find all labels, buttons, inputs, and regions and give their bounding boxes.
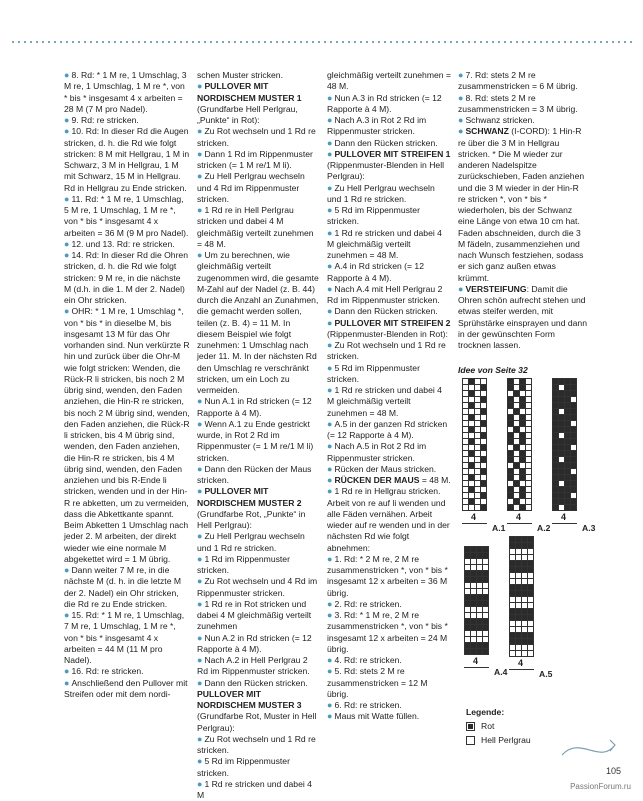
col3-paragraph: ● 1 Rd re stricken und dabei 4 M gleichmäßig verteilt zunehmen = 48 M. [327, 227, 442, 260]
col3-paragraph: ● 1 Rd re stricken und dabei 4 M gleichmäßig verteilt zunehmen = 48 M. [327, 385, 442, 418]
col3-paragraph: gleichmäßig verteilt zunehmen = 48 M. [327, 70, 451, 92]
bullet-icon: ● [64, 677, 70, 688]
bullet-icon: ● [327, 306, 333, 317]
bullet-icon: ● [327, 598, 333, 609]
col4-paragraph: ● Schwanz stricken. [458, 115, 535, 125]
col2-paragraph: PULLOVER MIT NORDISCHEM MUSTER 3 (Grundfarbe Rot, Muster in Hell Perlgrau): [197, 688, 317, 733]
chart-grid-A.4 [464, 546, 489, 655]
col2-paragraph: ● 5 Rd im Rippenmuster stricken. [197, 756, 290, 778]
bullet-icon: ● [197, 171, 203, 182]
legend [466, 705, 531, 747]
col2-paragraph: ● Nach A.2 in Hell Perlgrau 2 Rd im Rippenmuster stricken. [197, 655, 310, 677]
chart-width-arrow [552, 523, 577, 524]
bullet-icon: ● [327, 666, 333, 677]
col3-paragraph: ● Nach A.5 in Rot 2 Rd im Rippenmuster stricken. [327, 441, 427, 463]
bullet-icon: ● [327, 137, 333, 148]
bullet-icon: ● [197, 677, 203, 688]
bullet-icon: ● [64, 666, 70, 677]
col3-paragraph: ● 5 Rd im Rippenmuster stricken. [327, 205, 420, 227]
bullet-icon: ● [327, 205, 333, 215]
bullet-icon: ● [327, 283, 333, 294]
bullet-icon: ● [327, 362, 333, 373]
bullet-icon: ● [197, 126, 203, 137]
chart-grid-A.2 [507, 378, 532, 511]
text-column-3 [327, 70, 451, 723]
bullet-icon: ● [64, 306, 70, 317]
chart-label: A.1 [492, 523, 506, 533]
col1-paragraph: ● Anschließend den Pullover mit Streifen oder mit dem nordi- [64, 677, 188, 699]
col2-paragraph: ● Zu Rot wechseln und 1 Rd re stricken. [197, 733, 316, 755]
col1-paragraph: ● 11. Rd: * 1 M re, 1 Umschlag, 5 M re, 1 Umschlag, 1 M re *, von * bis * insgesamt 4 x arbeiten = 36 M (9 M pro Nadel). [64, 193, 189, 238]
col3-paragraph: ● Maus mit Watte füllen. [327, 711, 420, 722]
bullet-icon: ● [197, 531, 203, 542]
col2-paragraph: ● Wenn A.1 zu Ende gestrickt wurde, in Rot 2 Rd im Rippenmuster (= 1 M re/1 M li) stricken. [197, 418, 314, 463]
col3-paragraph: ● 3. Rd: * 1 M re, 2 M re zusammenstricken *, von * bis * insgesamt 12 x arbeiten = 24 M übrig. [327, 610, 448, 654]
bullet-icon: ● [327, 227, 333, 238]
bullet-icon: ● [197, 486, 203, 497]
col3-paragraph: ● RÜCKEN DER MAUS = 48 M. [327, 475, 451, 485]
bullet-icon: ● [327, 441, 333, 452]
col2-paragraph: ● Zu Rot wechseln und 4 Rd im Rippenmuster stricken. [197, 576, 318, 598]
col3-paragraph: ● A.5 in der ganzen Rd stricken (= 12 Rapporte à 4 M). [327, 418, 448, 440]
col4-paragraph: ● VERSTEIFUNG: Damit die Ohren schön aufrecht stehen und etwas steifer werden, mit Sprühstärke einsprayen und dann in der gewünschten Form trocknen lassen. [458, 283, 587, 350]
col3-paragraph: ● Nun A.3 in Rd stricken (= 12 Rapporte à 4 M). [327, 92, 442, 114]
col3-paragraph: ● 4. Rd: re stricken. [327, 655, 402, 665]
text-column-2 [197, 70, 319, 801]
red-swatch-icon [466, 722, 475, 731]
watermark: PassionForum.ru [570, 782, 631, 791]
col3-paragraph: ● 5 Rd im Rippenmuster stricken. [327, 362, 420, 384]
chart-label: A.2 [537, 523, 551, 533]
chart-width-label: 4 [473, 656, 479, 666]
bullet-icon: ● [64, 610, 70, 620]
chart-width-label: 4 [561, 512, 567, 522]
col2-paragraph: ● 1 Rd re in Rot stricken und dabei 4 M gleichmäßig verteilt zunehmen [197, 598, 312, 632]
col3-paragraph: ● Nach A.3 in Rot 2 Rd im Rippenmuster stricken. [327, 115, 427, 137]
bullet-icon: ● [64, 238, 70, 249]
bullet-icon: ● [64, 565, 70, 575]
chart-grid-A.1 [462, 378, 487, 511]
bullet-icon: ● [197, 598, 203, 609]
col2-paragraph: ● Dann den Rücken stricken. [197, 677, 308, 688]
bullet-icon: ● [64, 126, 70, 137]
dotted-header-rule [10, 40, 633, 44]
col1-paragraph: ● OHR: * 1 M re, 1 Umschlag *, von * bis * in dieselbe M, bis insgesamt 13 M für das Ohr vorhanden sind. Nun verkürzte R hin und zurück über die Ohr-M wie folgt stricken: Wenden, die Rück-R li stricken, bis noch 2 M übrig sind, wenden, den Faden anziehen, die Hin-R re stricken, bis noch 2 M übrig sind, wenden, den Faden anziehen, die Rück-R li stricken, bis 4 M übrig sind, wenden, den Faden anziehen, die Hin-R re stricken, bis 4 M übrig sind, wenden, den Faden anziehen und bis R-Ende li stricken, wenden und in der Hin-R re abketten, um zu vermeiden, dass die Abkettkante spannt. Beim Abketten 1 Umschlag nach jeder 2. M arbeiten, der direkt wieder wie eine normale M abgekettet wird = 1 M übrig. [64, 306, 190, 564]
chart-label: A.3 [582, 523, 596, 533]
chart-grid-A.5 [509, 536, 534, 657]
col3-paragraph: ● 1. Rd: * 2 M re, 2 M re zusammenstricken *, von * bis * insgesamt 12 x arbeiten = 36 M übrig. [327, 553, 448, 598]
bullet-icon: ● [197, 148, 203, 159]
col2-paragraph: ● 1 Rd re in Hell Perlgrau stricken und dabei 4 M gleichmäßig verteilt zunehmen = 48 M. [197, 205, 314, 249]
col1-paragraph: ● 9. Rd: re stricken. [64, 115, 139, 125]
bullet-icon: ● [327, 463, 333, 474]
bullet-icon: ● [458, 70, 464, 80]
col3-paragraph: ● 1 Rd re in Hellgrau stricken. Arbeit von re auf li wenden und alle Fäden vernähen. Arbeit wieder auf re wenden und in der nächsten Rd wie folgt abnehmen: [327, 486, 450, 553]
bullet-icon: ● [197, 81, 203, 92]
col2-paragraph: ● 1 Rd re stricken und dabei 4 M [197, 778, 312, 800]
chart-width-arrow [507, 523, 532, 524]
col1-paragraph: ● 15. Rd: * 1 M re, 1 Umschlag, 7 M re, 1 Umschlag, 1 M re *, von * bis * insgesamt 4 x arbeiten = 44 M (11 M pro Nadel). [64, 610, 185, 665]
bullet-icon: ● [327, 610, 333, 620]
chart-width-label: 4 [471, 512, 477, 522]
bullet-icon: ● [197, 576, 203, 587]
col2-paragraph: ● Nun A.1 in Rd stricken (= 12 Rapporte à 4 M). [197, 396, 312, 418]
bullet-icon: ● [327, 655, 333, 665]
col2-paragraph: ● Zu Rot wechseln und 1 Rd re stricken. [197, 126, 316, 148]
col2-paragraph: ● Zu Hell Perlgrau wechseln und 1 Rd re stricken. [197, 531, 305, 553]
bullet-icon: ● [327, 711, 333, 722]
knitting-charts [462, 378, 596, 708]
bullet-icon: ● [64, 250, 70, 260]
bullet-icon: ● [64, 70, 70, 80]
col2-paragraph: ● Dann 1 Rd im Rippenmuster stricken (= 1 M re/1 M li). [197, 148, 313, 170]
col3-paragraph: ● 6. Rd: re stricken. [327, 700, 402, 710]
bullet-icon: ● [458, 115, 464, 125]
bullet-icon: ● [197, 553, 203, 564]
legend-item-rot: Rot [466, 719, 531, 733]
col2-paragraph: ● Zu Hell Perlgrau wechseln und 4 Rd im Rippenmuster stricken. [197, 171, 305, 204]
chart-width-arrow [462, 523, 487, 524]
bullet-icon: ● [197, 632, 203, 643]
bullet-icon: ● [458, 92, 464, 103]
bullet-icon: ● [327, 385, 333, 395]
bullet-icon: ● [327, 115, 333, 125]
bullet-icon: ● [327, 182, 333, 193]
chart-width-label: 4 [516, 512, 522, 522]
col1-paragraph: ● 10. Rd: In dieser Rd die Augen stricken, d. h. die Rd wie folgt stricken: 8 M mit Hellgrau, 1 M in Schwarz, 3 M in Hellgrau, 1 M mit Schwarz, 15 M in Hellgrau. Rd in Hellgrau zu Ende stricken. [64, 126, 190, 193]
bullet-icon: ● [197, 463, 203, 474]
chart-label: A.5 [539, 669, 553, 679]
col3-paragraph: ● Zu Hell Perlgrau wechseln und 1 Rd re stricken. [327, 182, 435, 204]
col3-paragraph: ● 2. Rd: re stricken. [327, 598, 402, 609]
bullet-icon: ● [458, 283, 464, 294]
bullet-icon: ● [197, 250, 203, 260]
bullet-icon: ● [327, 317, 333, 328]
bullet-icon: ● [197, 756, 203, 767]
col1-paragraph: ● 8. Rd: * 1 M re, 1 Umschlag, 3 M re, 1 Umschlag, 1 M re *, von * bis * insgesamt 4 x arbeiten = 28 M (7 M pro Nadel). [64, 70, 187, 114]
col3-paragraph: ● 5. Rd: stets 2 M re zusammenstricken = 12 M übrig. [327, 666, 428, 699]
col3-paragraph: ● Dann den Rücken stricken. [327, 306, 438, 317]
bullet-icon: ● [327, 475, 333, 485]
bullet-icon: ● [327, 700, 333, 710]
col2-paragraph: ● 1 Rd im Rippenmuster stricken. [197, 553, 290, 575]
bullet-icon: ● [197, 396, 203, 407]
bullet-icon: ● [327, 92, 333, 103]
idea-reference-heading: Idee von Seite 32 [458, 365, 528, 375]
col1-paragraph: ● 16. Rd: re stricken. [64, 666, 144, 677]
bullet-icon: ● [327, 148, 333, 159]
chart-label: A.4 [494, 667, 508, 677]
col3-paragraph: ● PULLOVER MIT STREIFEN 1 (Rippenmuster-Blenden in Hell Perlgrau): [327, 148, 451, 182]
legend-item-hellperlgrau: Hell Perlgrau [466, 733, 531, 747]
chart-grid-A.3 [552, 378, 577, 511]
bullet-icon: ● [327, 553, 333, 564]
bullet-icon: ● [327, 340, 333, 350]
bullet-icon: ● [327, 261, 333, 272]
col2-paragraph: schen Muster stricken. [197, 70, 283, 80]
decorative-swirl-icon [560, 715, 626, 765]
chart-width-label: 4 [518, 658, 524, 668]
bullet-icon: ● [327, 418, 333, 429]
col4-paragraph: ● SCHWANZ (I-CORD): 1 Hin-R re über die 3 M in Hellgrau stricken. * Die M wieder zur anderen Nadelspitze zurückschieben, Faden anziehen und die 3 M wieder in der Hin-R re stricken *, von * bis * wiederholen, bis der Schwanz eine Länge von etwa 10 cm hat. Faden abschneiden, durch die 3 M fädeln, zusammenziehen und nach Wunsch festziehen, sodass er sich ganz außen etwas krümmt. [458, 126, 585, 283]
bullet-icon: ● [327, 486, 333, 497]
col2-paragraph: ● PULLOVER MIT NORDISCHEM MUSTER 2 (Grundfarbe Rot, „Punkte“ in Hell Perlgrau): [197, 486, 306, 530]
col3-paragraph: ● A.4 in Rd stricken (= 12 Rapporte à 4 M). [327, 261, 424, 283]
text-column-4 [458, 70, 588, 351]
col3-paragraph: ● Nach A.4 mit Hell Perlgrau 2 Rd im Rippenmuster stricken. [327, 283, 443, 305]
bullet-icon: ● [64, 193, 70, 204]
bullet-icon: ● [197, 733, 203, 744]
chart-width-arrow [464, 667, 489, 668]
col3-paragraph: ● Rücken der Maus stricken. [327, 463, 437, 474]
bullet-icon: ● [197, 778, 203, 789]
bullet-icon: ● [197, 205, 203, 215]
col1-paragraph: ● 14. Rd: In dieser Rd die Ohren stricken, d. h. die Rd wie folgt stricken: 9 M re, in die nächste M (d.h. in die 1. M der 2. Nadel) ein Ohr stricken. [64, 250, 188, 305]
chart-width-arrow [509, 669, 534, 670]
col4-paragraph: ● 8. Rd: stets 2 M re zusammenstricken = 3 M übrig. [458, 92, 578, 114]
col2-paragraph: ● PULLOVER MIT NORDISCHEM MUSTER 1 (Grundfarbe Hell Perlgrau, „Punkte“ in Rot): [197, 81, 302, 125]
col2-paragraph: ● Nun A.2 in Rd stricken (= 12 Rapporte à 4 M). [197, 632, 312, 654]
bullet-icon: ● [64, 115, 70, 125]
col2-paragraph: ● Um zu berechnen, wie gleichmäßig verteilt zugenommen wird, die gesamte M-Zahl auf der Nadel (z. B. 44) durch die Anzahl an Zunahmen, die gemacht werden sollen, teilen (z. B. 4) = 11 M. In diesem Beispiel wie folgt zunehmen: 1 Umschlag nach jeder 11. M. In der nächsten Rd den Umschlag re verschränkt stricken, um ein Loch zu vermeiden. [197, 250, 319, 395]
grey-swatch-icon [466, 736, 475, 745]
col4-paragraph: ● 7. Rd: stets 2 M re zusammenstricken = 6 M übrig. [458, 70, 578, 92]
bullet-icon: ● [197, 418, 203, 429]
page-number: 105 [605, 766, 621, 776]
col3-paragraph: ● PULLOVER MIT STREIFEN 2 (Rippenmuster-Blenden in Rot): [327, 317, 451, 339]
col1-paragraph: ● 12. und 13. Rd: re stricken. [64, 238, 175, 249]
bullet-icon: ● [197, 655, 203, 665]
text-column-1 [64, 70, 190, 700]
col3-paragraph: ● Zu Rot wechseln und 1 Rd re stricken. [327, 340, 446, 362]
bullet-icon: ● [458, 126, 464, 137]
col1-paragraph: ● Dann weiter 7 M re, in die nächste M (d. h. in die letzte M der 2. Nadel) ein Ohr stricken, die Rd re zu Ende stricken. [64, 565, 182, 609]
col3-paragraph: ● Dann den Rücken stricken. [327, 137, 438, 148]
col2-paragraph: ● Dann den Rücken der Maus stricken. [197, 463, 312, 485]
legend-title: Legende: [466, 707, 505, 717]
